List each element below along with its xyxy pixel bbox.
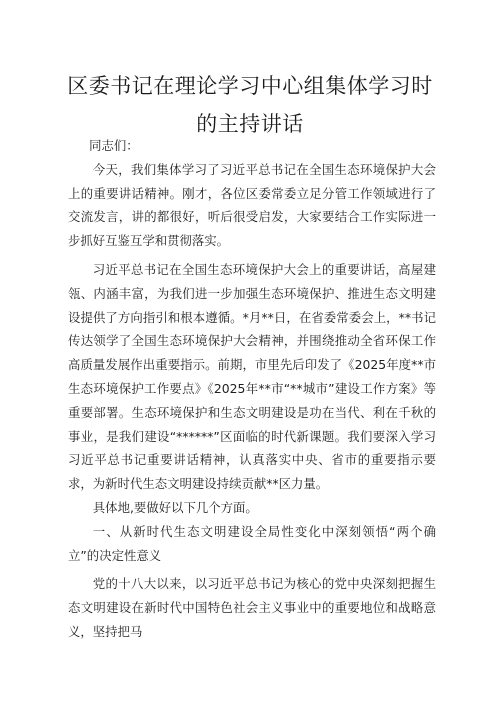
document-body (68, 134, 436, 644)
document-title-line-1: 区委书记在理论学习中心组集体学习时 (67, 74, 433, 98)
paragraph-transition: 具体地,要做好以下几个方面。 (92, 499, 258, 515)
section-heading-1: 一、从新时代生态文明建设全局性变化中深刻领悟“两个确立”的决定性意义 (68, 523, 436, 563)
paragraph-speech-significance: 习近平总书记在全国生态环境保护大会上的重要讲话，高屋建瓴、内涵丰富，为我们进一步加强生态环境保护、推进生态文明建设提供了方向指引和根本遵循。*月**日，在省委常委会上，**书记传达领学了全国生态环境保护大会精神，并围绕推动全省环保工作高质量发展作出重要指示。前期，市里先后印发了《2025年度**市生态环境保护工作要点》《2025年**市“**城市”建设工作方案》等重要部署。生态环境保护和生态文明建设是功在当代、利在千秋的事业，是我们建设“******”区面临的时代新课题。我们要深入学习习近平总书记重要讲话精神，认真落实中央、省市的重要指示要求，为新时代生态文明建设持续贡献**区力量。 (68, 261, 436, 492)
paragraph-section-1-body: 党的十八大以来，以习近平总书记为核心的党中央深刻把握生态文明建设在新时代中国特色社会主义事业中的重要地位和战略意义，坚持把马 (68, 576, 436, 639)
paragraph-intro: 今天，我们集体学习了习近平总书记在全国生态环境保护大会上的重要讲话精神。刚才，各位区委常委立足分管工作领域进行了交流发言，讲的都很好，听后很受启发，大家要结合工作实际进一步抓好互鉴互学和贯彻落实。 (68, 161, 436, 249)
salutation: 同志们： (89, 138, 139, 153)
document-title-line-2: 的主持讲话 (196, 112, 304, 136)
